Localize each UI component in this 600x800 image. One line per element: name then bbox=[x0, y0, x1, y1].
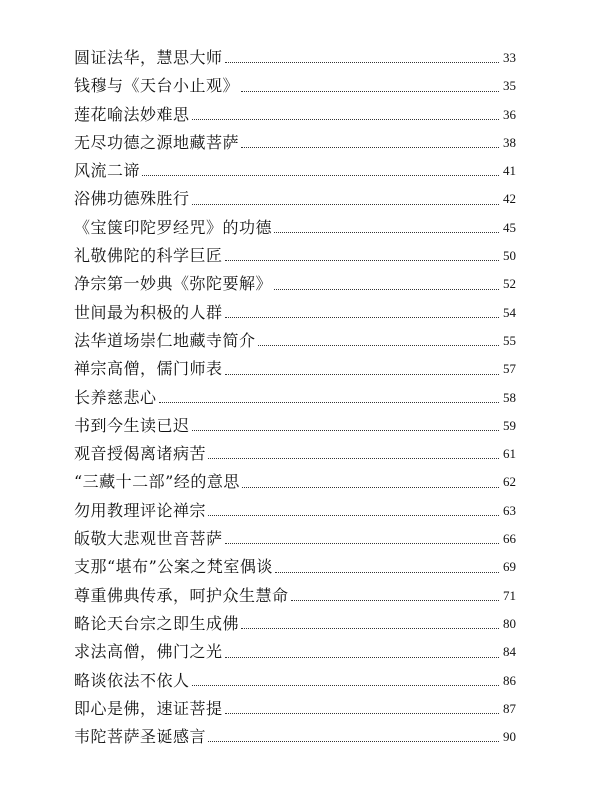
toc-entry-title: 观音授偈离诸病苦 bbox=[74, 444, 207, 464]
toc-entry[interactable] bbox=[74, 129, 516, 157]
toc-entry-page: 66 bbox=[503, 531, 516, 547]
toc-entry[interactable] bbox=[74, 695, 516, 723]
dot-leader bbox=[225, 713, 499, 714]
toc-entry[interactable] bbox=[74, 468, 516, 496]
toc-entry[interactable] bbox=[74, 185, 516, 213]
toc-entry[interactable] bbox=[74, 355, 516, 383]
toc-entry[interactable] bbox=[74, 440, 516, 468]
toc-entry[interactable] bbox=[74, 157, 516, 185]
toc-entry-title: 法华道场崇仁地藏寺简介 bbox=[74, 330, 256, 350]
dot-leader bbox=[241, 91, 499, 92]
toc-entry[interactable] bbox=[74, 723, 516, 751]
dot-leader bbox=[242, 487, 499, 488]
dot-leader bbox=[159, 402, 499, 403]
dot-leader bbox=[142, 175, 499, 176]
toc-entry-page: 63 bbox=[503, 502, 516, 518]
toc-entry[interactable] bbox=[74, 384, 516, 412]
toc-entry-page: 90 bbox=[503, 729, 516, 745]
toc-entry-title: 勿用教理评论禅宗 bbox=[74, 500, 207, 520]
dot-leader bbox=[225, 317, 499, 318]
toc-entry[interactable] bbox=[74, 497, 516, 525]
toc-entry-page: 87 bbox=[503, 700, 516, 716]
toc-entry-page: 38 bbox=[503, 134, 516, 150]
dot-leader bbox=[192, 430, 499, 431]
dot-leader bbox=[291, 600, 499, 601]
toc-entry-title: 风流二谛 bbox=[74, 161, 141, 181]
toc-entry-title: 略论天台宗之即生成佛 bbox=[74, 613, 240, 633]
toc-entry-page: 55 bbox=[503, 332, 516, 348]
toc-entry-title: 求法高僧，佛门之光 bbox=[74, 642, 223, 662]
dot-leader bbox=[241, 147, 499, 148]
toc-entry-title: 礼敬佛陀的科学巨匠 bbox=[74, 246, 223, 266]
toc-entry-title: 浴佛功德殊胜行 bbox=[74, 189, 190, 209]
toc-entry[interactable] bbox=[74, 525, 516, 553]
dot-leader bbox=[225, 657, 499, 658]
dot-leader bbox=[225, 374, 499, 375]
dot-leader bbox=[225, 543, 499, 544]
toc-entry[interactable] bbox=[74, 72, 516, 100]
toc-entry-page: 57 bbox=[503, 361, 516, 377]
table-of-contents bbox=[74, 44, 516, 751]
toc-entry-title: 无尽功德之源地藏菩萨 bbox=[74, 132, 240, 152]
toc-entry-title: 皈敬大悲观世音菩萨 bbox=[74, 529, 223, 549]
dot-leader bbox=[274, 232, 499, 233]
toc-entry[interactable] bbox=[74, 101, 516, 129]
dot-leader bbox=[274, 289, 499, 290]
toc-entry-title: 略谈依法不依人 bbox=[74, 670, 190, 690]
toc-entry-title: 禅宗高僧，儒门师表 bbox=[74, 359, 223, 379]
toc-entry[interactable] bbox=[74, 412, 516, 440]
toc-entry-page: 80 bbox=[503, 615, 516, 631]
toc-entry-page: 58 bbox=[503, 389, 516, 405]
toc-entry[interactable] bbox=[74, 270, 516, 298]
toc-entry-page: 41 bbox=[503, 163, 516, 179]
toc-entry-title: 世间最为积极的人群 bbox=[74, 302, 223, 322]
toc-entry-title: 圆证法华，慧思大师 bbox=[74, 48, 223, 67]
toc-entry[interactable] bbox=[74, 299, 516, 327]
toc-entry[interactable] bbox=[74, 582, 516, 610]
toc-entry[interactable] bbox=[74, 327, 516, 355]
toc-entry-title: 书到今生读已迟 bbox=[74, 415, 190, 435]
toc-entry-page: 62 bbox=[503, 474, 516, 490]
toc-entry-page: 69 bbox=[503, 559, 516, 575]
toc-entry-page: 36 bbox=[503, 106, 516, 122]
toc-entry-title: 莲花喻法妙难思 bbox=[74, 104, 190, 124]
toc-entry[interactable] bbox=[74, 667, 516, 695]
toc-entry-title: 支那“堪布”公案之梵室偶谈 bbox=[74, 557, 273, 577]
toc-entry-page: 61 bbox=[503, 446, 516, 462]
toc-entry-page: 86 bbox=[503, 672, 516, 688]
toc-entry-title: 尊重佛典传承，呵护众生慧命 bbox=[74, 585, 289, 605]
toc-entry[interactable] bbox=[74, 638, 516, 666]
toc-entry-page: 42 bbox=[503, 191, 516, 207]
toc-entry[interactable] bbox=[74, 44, 516, 72]
toc-entry-title: 钱穆与《天台小止观》 bbox=[74, 76, 240, 96]
dot-leader bbox=[225, 260, 499, 261]
toc-entry[interactable] bbox=[74, 553, 516, 581]
toc-entry-title: 即心是佛，速证菩提 bbox=[74, 698, 223, 718]
toc-entry-page: 52 bbox=[503, 276, 516, 292]
toc-entry-page: 54 bbox=[503, 304, 516, 320]
dot-leader bbox=[208, 515, 499, 516]
toc-entry[interactable] bbox=[74, 242, 516, 270]
toc-entry-title: 长养慈悲心 bbox=[74, 387, 157, 407]
toc-entry-page: 50 bbox=[503, 248, 516, 264]
toc-entry-title: “三藏十二部”经的意思 bbox=[74, 472, 240, 492]
dot-leader bbox=[208, 458, 499, 459]
toc-entry-page: 45 bbox=[503, 219, 516, 235]
toc-entry[interactable] bbox=[74, 610, 516, 638]
dot-leader bbox=[192, 685, 499, 686]
toc-entry-page: 35 bbox=[503, 78, 516, 94]
toc-entry-title: 《宝箧印陀罗经咒》的功德 bbox=[74, 217, 273, 237]
toc-entry-page: 84 bbox=[503, 644, 516, 660]
toc-entry-title: 韦陀菩萨圣诞感言 bbox=[74, 727, 207, 747]
toc-entry[interactable] bbox=[74, 214, 516, 242]
toc-entry-title: 净宗第一妙典《弥陀要解》 bbox=[74, 274, 273, 294]
toc-entry-page: 33 bbox=[503, 50, 516, 65]
toc-entry-page: 59 bbox=[503, 417, 516, 433]
dot-leader bbox=[275, 572, 499, 573]
dot-leader bbox=[258, 345, 499, 346]
toc-entry-page: 71 bbox=[503, 587, 516, 603]
dot-leader bbox=[208, 741, 499, 742]
dot-leader bbox=[192, 119, 499, 120]
dot-leader bbox=[225, 62, 499, 63]
dot-leader bbox=[192, 204, 499, 205]
dot-leader bbox=[241, 628, 499, 629]
